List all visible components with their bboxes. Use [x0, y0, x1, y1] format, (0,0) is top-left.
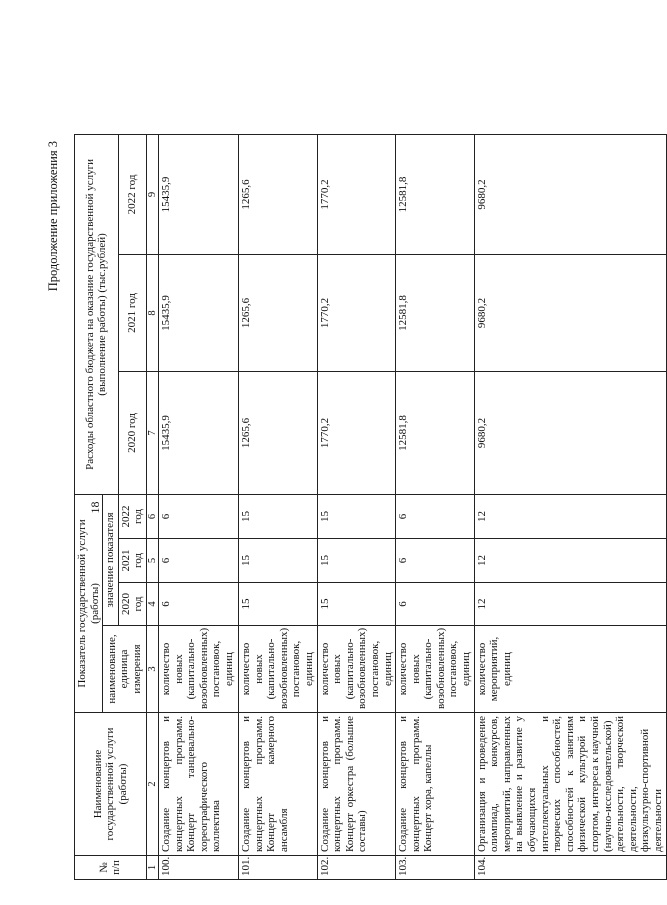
header-expense-2021: 2021 год [118, 254, 146, 371]
table-row [474, 134, 666, 879]
table-row [238, 134, 317, 879]
row-expense-2022: 15435,9 [158, 134, 238, 254]
row-value-2021: 12 [474, 539, 666, 583]
header-service-name: Наименование государственной услуги (работы) [75, 713, 147, 856]
row-value-2020: 15 [238, 583, 317, 626]
row-value-2022: 12 [474, 494, 666, 538]
col-number: 5 [146, 539, 158, 583]
row-expense-2022: 1770,2 [317, 134, 396, 254]
row-indicator: количество мероприятий, единиц [474, 626, 666, 713]
row-value-2021: 6 [396, 539, 475, 583]
header-row-1 [75, 134, 103, 879]
row-expense-2022: 12581,8 [396, 134, 475, 254]
col-number: 7 [146, 371, 158, 494]
header-value-2022: 2022 год [118, 494, 146, 538]
row-num: 101. [238, 856, 317, 880]
row-expense-2022: 9680,2 [474, 134, 666, 254]
header-expense-group: Расходы областного бюджета на оказание государственной услуги (выполнение работы) (тыс.рублей) [75, 134, 119, 494]
row-expense-2022: 1265,6 [238, 134, 317, 254]
row-service: Создание концертов и концертных программ. Концерт танцевально-хореографического коллектива [158, 713, 238, 856]
row-service: Организация и проведение олимпиад, конкурсов, мероприятий, направленных на выявление и развитие у обучающихся интеллектуальных и творческих способностей, способностей к занятиям физической культурой и спортом, интереса к научной (научно-исследовательской) деятельности, творческой деятельности, физкультурно-спортивной деятельности [474, 713, 666, 856]
header-indicator-name: наименование, единица измерения [103, 626, 147, 713]
table-row [317, 134, 396, 879]
row-service: Создание концертов и концертных программ. Концерт камерного ансамбля [238, 713, 317, 856]
row-value-2022: 15 [238, 494, 317, 538]
row-expense-2020: 12581,8 [396, 371, 475, 494]
col-number: 4 [146, 583, 158, 626]
col-number: 1 [146, 856, 158, 880]
row-num: 102. [317, 856, 396, 880]
row-num: 104. [474, 856, 666, 880]
col-number: 8 [146, 254, 158, 371]
col-number: 2 [146, 713, 158, 856]
rotated-content [46, 135, 664, 880]
header-value-2020: 2020 год [118, 583, 146, 626]
header-num: № п/п [75, 856, 147, 880]
col-number: 6 [146, 494, 158, 538]
row-indicator: количество новых (капитально-возобновленных) постановок, единиц [158, 626, 238, 713]
continuation-note: Продолжение приложения 3 [46, 141, 60, 292]
header-expense-2022: 2022 год [118, 134, 146, 254]
row-expense-2020: 15435,9 [158, 371, 238, 494]
row-value-2021: 6 [158, 539, 238, 583]
row-service: Создание концертов и концертных программ. Концерт оркестра (большие составы) [317, 713, 396, 856]
row-expense-2021: 9680,2 [474, 254, 666, 371]
header-value-2021: 2021 год [118, 539, 146, 583]
header-expense-2020: 2020 год [118, 371, 146, 494]
row-expense-2020: 1265,6 [238, 371, 317, 494]
page-number: 18 [88, 501, 102, 514]
row-expense-2021: 1770,2 [317, 254, 396, 371]
row-service: Создание концертов и концертных программ. Концерт хора, капеллы [396, 713, 475, 856]
row-value-2021: 15 [238, 539, 317, 583]
row-expense-2021: 12581,8 [396, 254, 475, 371]
row-value-2020: 6 [396, 583, 475, 626]
col-number: 9 [146, 134, 158, 254]
row-num: 103. [396, 856, 475, 880]
row-indicator: количество новых (капитально-возобновленных) постановок, единиц [317, 626, 396, 713]
header-indicator-group: Показатель государственной услуги (работы) [75, 494, 103, 712]
row-value-2020: 12 [474, 583, 666, 626]
row-value-2022: 6 [396, 494, 475, 538]
row-expense-2020: 9680,2 [474, 371, 666, 494]
services-table [74, 134, 667, 880]
column-number-row [146, 134, 158, 879]
row-indicator: количество новых (капитально-возобновленных) постановок, единиц [238, 626, 317, 713]
row-value-2020: 6 [158, 583, 238, 626]
row-expense-2021: 15435,9 [158, 254, 238, 371]
row-expense-2021: 1265,6 [238, 254, 317, 371]
row-expense-2020: 1770,2 [317, 371, 396, 494]
row-value-2020: 15 [317, 583, 396, 626]
col-number: 3 [146, 626, 158, 713]
header-indicator-value: значение показателя [103, 494, 119, 625]
table-row [396, 134, 475, 879]
row-num: 100. [158, 856, 238, 880]
row-value-2022: 15 [317, 494, 396, 538]
row-value-2021: 15 [317, 539, 396, 583]
row-value-2022: 6 [158, 494, 238, 538]
row-indicator: количество новых (капитально-возобновленных) постановок, единиц [396, 626, 475, 713]
table-row [158, 134, 238, 879]
